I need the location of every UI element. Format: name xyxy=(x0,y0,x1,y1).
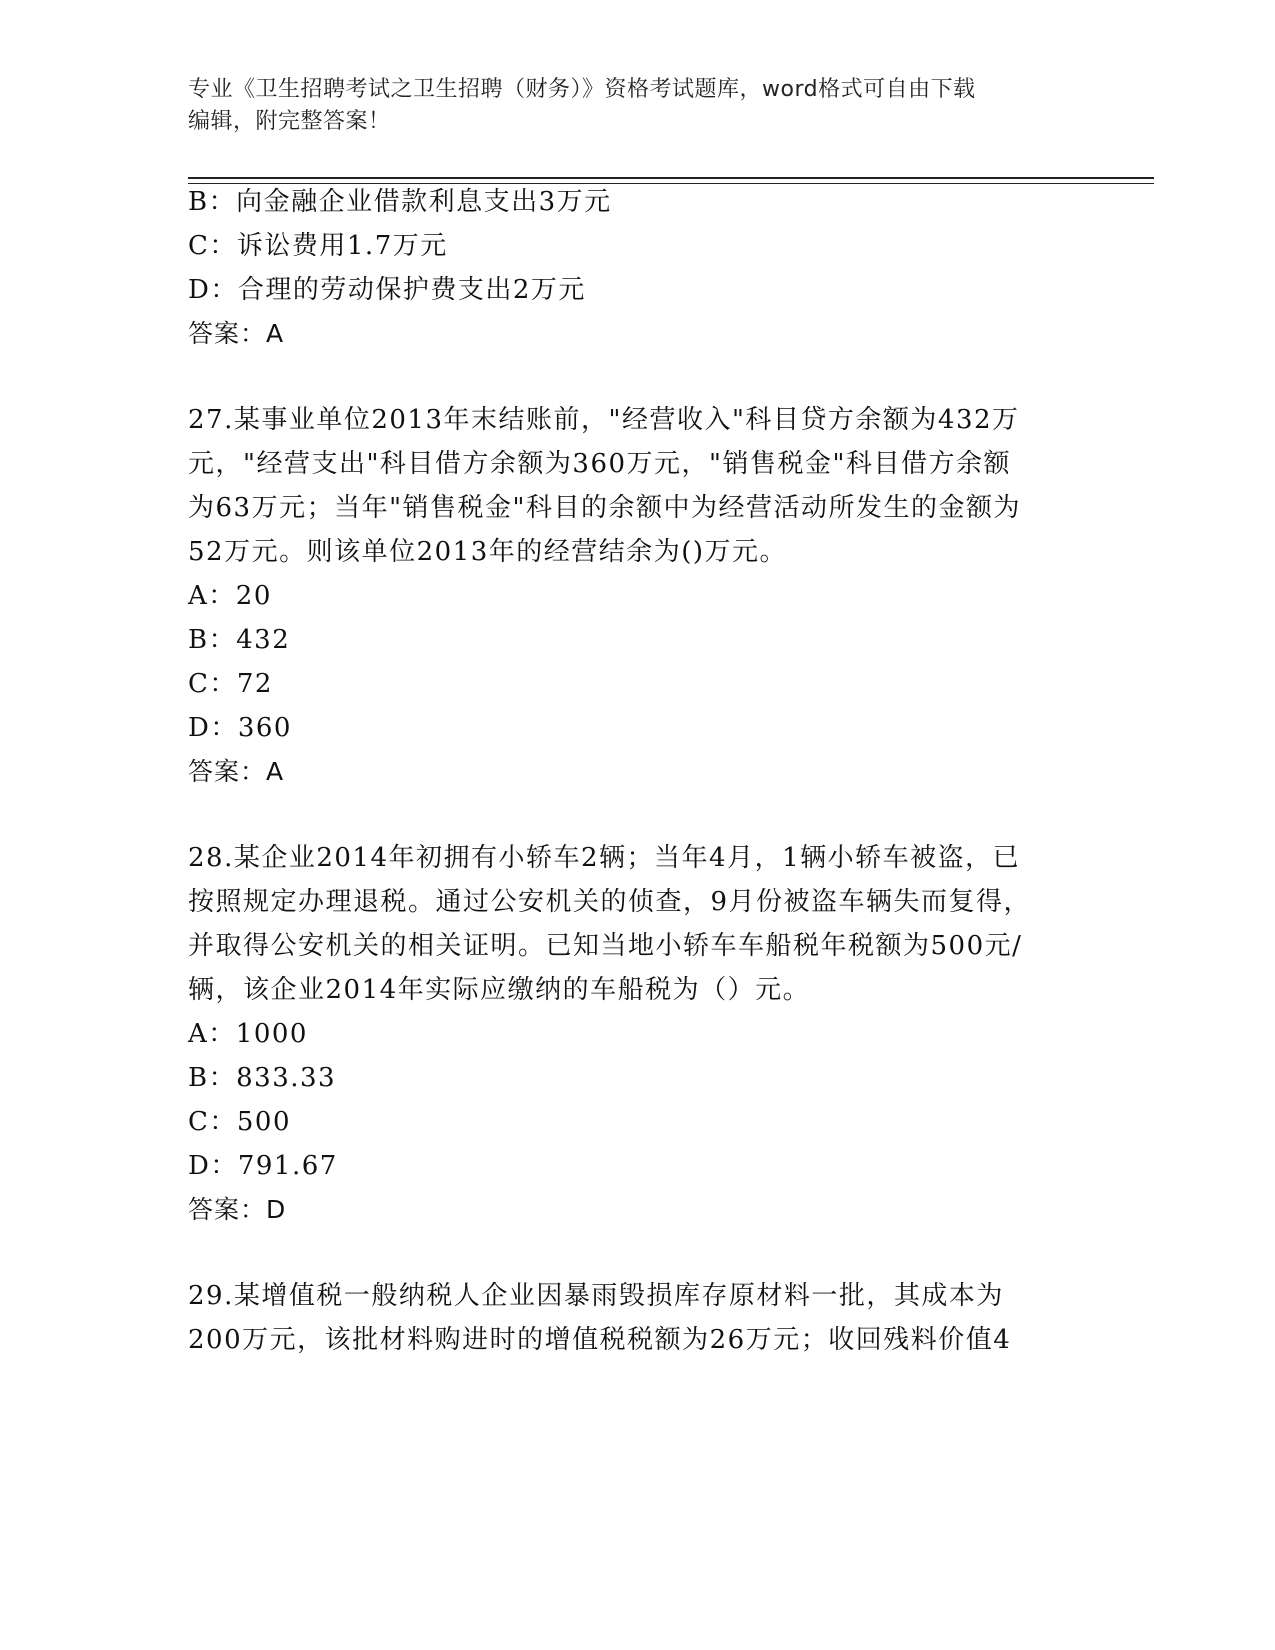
q27-text-line-3: 为63万元；当年"销售税金"科目的余额中为经营活动所发生的金额为 xyxy=(188,493,1022,523)
q28-text-line-1: 28.某企业2014年初拥有小轿车2辆；当年4月，1辆小轿车被盗，已 xyxy=(188,843,1021,873)
prev-option-c: C：诉讼费用1.7万元 xyxy=(188,231,448,261)
q28-option-c: C：500 xyxy=(188,1107,292,1137)
prev-answer: 答案：A xyxy=(188,319,285,348)
q29-text-line-2: 200万元，该批材料购进时的增值税税额为26万元；收回残料价值4 xyxy=(188,1325,1012,1355)
q28-option-d: D：791.67 xyxy=(188,1151,338,1181)
q27-text-line-2: 元，"经营支出"科目借方余额为360万元，"销售税金"科目借方余额 xyxy=(188,449,1011,479)
q29-text-line-1: 29.某增值税一般纳税人企业因暴雨毁损库存原材料一批，其成本为 xyxy=(188,1281,1004,1311)
header-divider-thick xyxy=(188,177,1154,179)
q28-text-line-2: 按照规定办理退税。通过公安机关的侦查，9月份被盗车辆失而复得， xyxy=(188,887,1032,917)
document-header xyxy=(188,74,1088,138)
header-line-2: 编辑，附完整答案！ xyxy=(188,109,391,134)
prev-option-d: D：合理的劳动保护费支出2万元 xyxy=(188,275,586,305)
header-line-1: 专业《卫生招聘考试之卫生招聘（财务）》资格考试题库，word格式可自由下载 xyxy=(188,77,976,102)
q28-answer: 答案：D xyxy=(188,1195,287,1224)
q28-option-a: A：1000 xyxy=(188,1019,308,1049)
q27-answer: 答案：A xyxy=(188,757,285,786)
q27-text-line-1: 27.某事业单位2013年末结账前，"经营收入"科目贷方余额为432万 xyxy=(188,405,1020,435)
q27-text-line-4: 52万元。则该单位2013年的经营结余为()万元。 xyxy=(188,537,788,567)
prev-option-b: B：向金融企业借款利息支出3万元 xyxy=(188,187,612,217)
q27-option-a: A：20 xyxy=(188,581,272,611)
q28-text-line-3: 并取得公安机关的相关证明。已知当地小轿车车船税年税额为500元/ xyxy=(188,931,1023,961)
q28-text-line-4: 辆，该企业2014年实际应缴纳的车船税为（）元。 xyxy=(188,975,811,1005)
q27-option-c: C：72 xyxy=(188,669,273,699)
q28-option-b: B：833.33 xyxy=(188,1063,337,1093)
q27-option-b: B：432 xyxy=(188,625,291,655)
header-divider-thin xyxy=(188,183,1154,184)
q27-option-d: D：360 xyxy=(188,713,292,743)
